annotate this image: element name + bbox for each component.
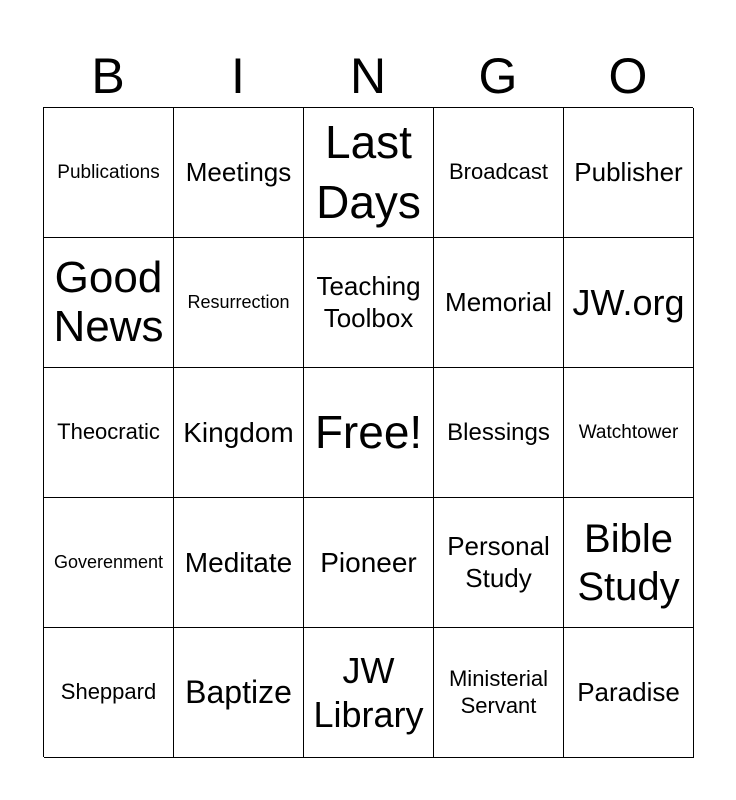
cell-label: Meetings <box>185 156 292 187</box>
bingo-cell[interactable] <box>44 628 174 758</box>
cell-label: Memorial <box>445 286 552 317</box>
cell-label: Paradise <box>577 676 680 707</box>
bingo-cell[interactable] <box>304 108 434 238</box>
cell-label: Ministerial Servant <box>448 666 549 718</box>
bingo-cell[interactable] <box>434 108 564 238</box>
cell-label: Theocratic <box>57 419 160 445</box>
bingo-cell[interactable] <box>304 238 434 368</box>
bingo-cell[interactable] <box>434 238 564 368</box>
cell-label: Last Days <box>316 115 421 228</box>
bingo-cell[interactable] <box>304 628 434 758</box>
bingo-cell[interactable] <box>174 498 304 628</box>
cell-label: Meditate <box>184 546 293 578</box>
cell-label: Broadcast <box>448 159 549 185</box>
cell-label: JW Library <box>313 650 424 735</box>
bingo-cell[interactable] <box>564 628 694 758</box>
bingo-cell[interactable] <box>44 368 174 498</box>
bingo-cell[interactable] <box>174 108 304 238</box>
cell-label: Publisher <box>574 156 683 187</box>
header-letter-n: N <box>349 48 387 104</box>
cell-label: Free! <box>314 405 423 458</box>
bingo-cell[interactable] <box>434 498 564 628</box>
bingo-cell[interactable] <box>44 238 174 368</box>
cell-label: Personal Study <box>447 531 550 593</box>
free-space[interactable] <box>304 368 434 498</box>
header-letter-g: G <box>478 48 518 104</box>
bingo-cell[interactable] <box>44 498 174 628</box>
cell-label: Bible Study <box>577 516 680 609</box>
cell-label: Resurrection <box>187 292 290 313</box>
bingo-cell[interactable] <box>304 498 434 628</box>
bingo-cell[interactable] <box>434 628 564 758</box>
cell-label: Goverenment <box>53 552 164 573</box>
bingo-cell[interactable] <box>564 108 694 238</box>
cell-label: Sheppard <box>60 679 157 705</box>
cell-label: Teaching Toolbox <box>316 271 421 333</box>
bingo-header <box>43 44 693 108</box>
bingo-card-grid <box>43 107 693 757</box>
bingo-cell[interactable] <box>564 238 694 368</box>
cell-label: Publications <box>57 161 160 183</box>
cell-label: Blessings <box>447 418 550 446</box>
cell-label: Pioneer <box>320 546 417 578</box>
cell-label: Good News <box>53 253 164 351</box>
header-letter-b: B <box>91 48 125 104</box>
cell-label: Watchtower <box>578 421 679 443</box>
bingo-cell[interactable] <box>434 368 564 498</box>
header-letter-i: I <box>231 48 245 104</box>
cell-label: Baptize <box>185 673 292 710</box>
bingo-cell[interactable] <box>174 628 304 758</box>
bingo-cell[interactable] <box>174 368 304 498</box>
bingo-cell[interactable] <box>44 108 174 238</box>
bingo-cell[interactable] <box>564 498 694 628</box>
header-letter-o: O <box>608 48 648 104</box>
bingo-cell[interactable] <box>174 238 304 368</box>
bingo-cell[interactable] <box>564 368 694 498</box>
cell-label: Kingdom <box>183 416 294 448</box>
cell-label: JW.org <box>572 281 685 323</box>
